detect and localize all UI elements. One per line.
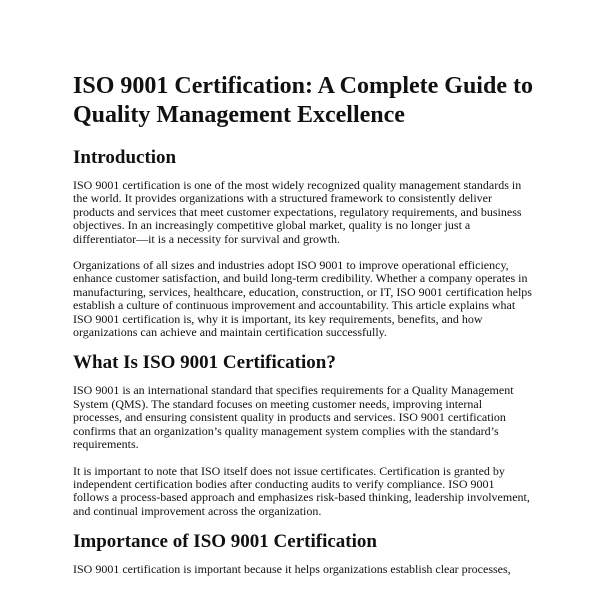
document-title: ISO 9001 Certification: A Complete Guide to Quality Management Excellence	[73, 73, 533, 128]
paragraph: It is important to note that ISO itself does not issue certificates. Certification is granted by independent certification bodies after conducting audits to verify compliance. ISO 9001 follows a process-based approach and emphasizes risk-based thinking, leadership involvement, and continual improvement across the organization.	[73, 463, 530, 518]
section-heading: What Is ISO 9001 Certification?	[73, 352, 336, 374]
paragraph: ISO 9001 certification is important because it helps organizations establish clear processes,	[73, 562, 511, 577]
paragraph: ISO 9001 is an international standard that specifies requirements for a Quality Management System (QMS). The standard focuses on meeting customer needs, improving internal processes, and ensuring consistent quality in products and services. ISO 9001 certification confirms that an organization’s quality management system complies with the standard’s requirements.	[73, 383, 514, 452]
section-heading: Introduction	[73, 147, 177, 168]
section-what-is	[73, 352, 533, 518]
paragraph: ISO 9001 certification is one of the most widely recognized quality management standards in the world. It provides organizations with a structured framework to consistently deliver products and services that meet customer expectations, regulatory requirements, and business objectives. In an increasingly competitive global market, quality is no longer just a differentiator—it is a necessity for survival and growth.	[73, 178, 522, 246]
section-heading: Importance of ISO 9001 Certification	[73, 531, 377, 553]
paragraph: Organizations of all sizes and industries adopt ISO 9001 to improve operational efficiency, enhance customer satisfaction, and build long-term credibility. Whether a company operates in manufacturing, services, healthcare, education, construction, or IT, ISO 9001 certification helps establish a culture of continuous improvement and accountability. This article explains what ISO 9001 certification is, why it is important, its key requirements, benefits, and how organizations can achieve and maintain certification successfully.	[73, 258, 532, 340]
section-introduction	[73, 147, 533, 339]
document-page	[73, 72, 533, 590]
section-importance	[73, 531, 533, 576]
